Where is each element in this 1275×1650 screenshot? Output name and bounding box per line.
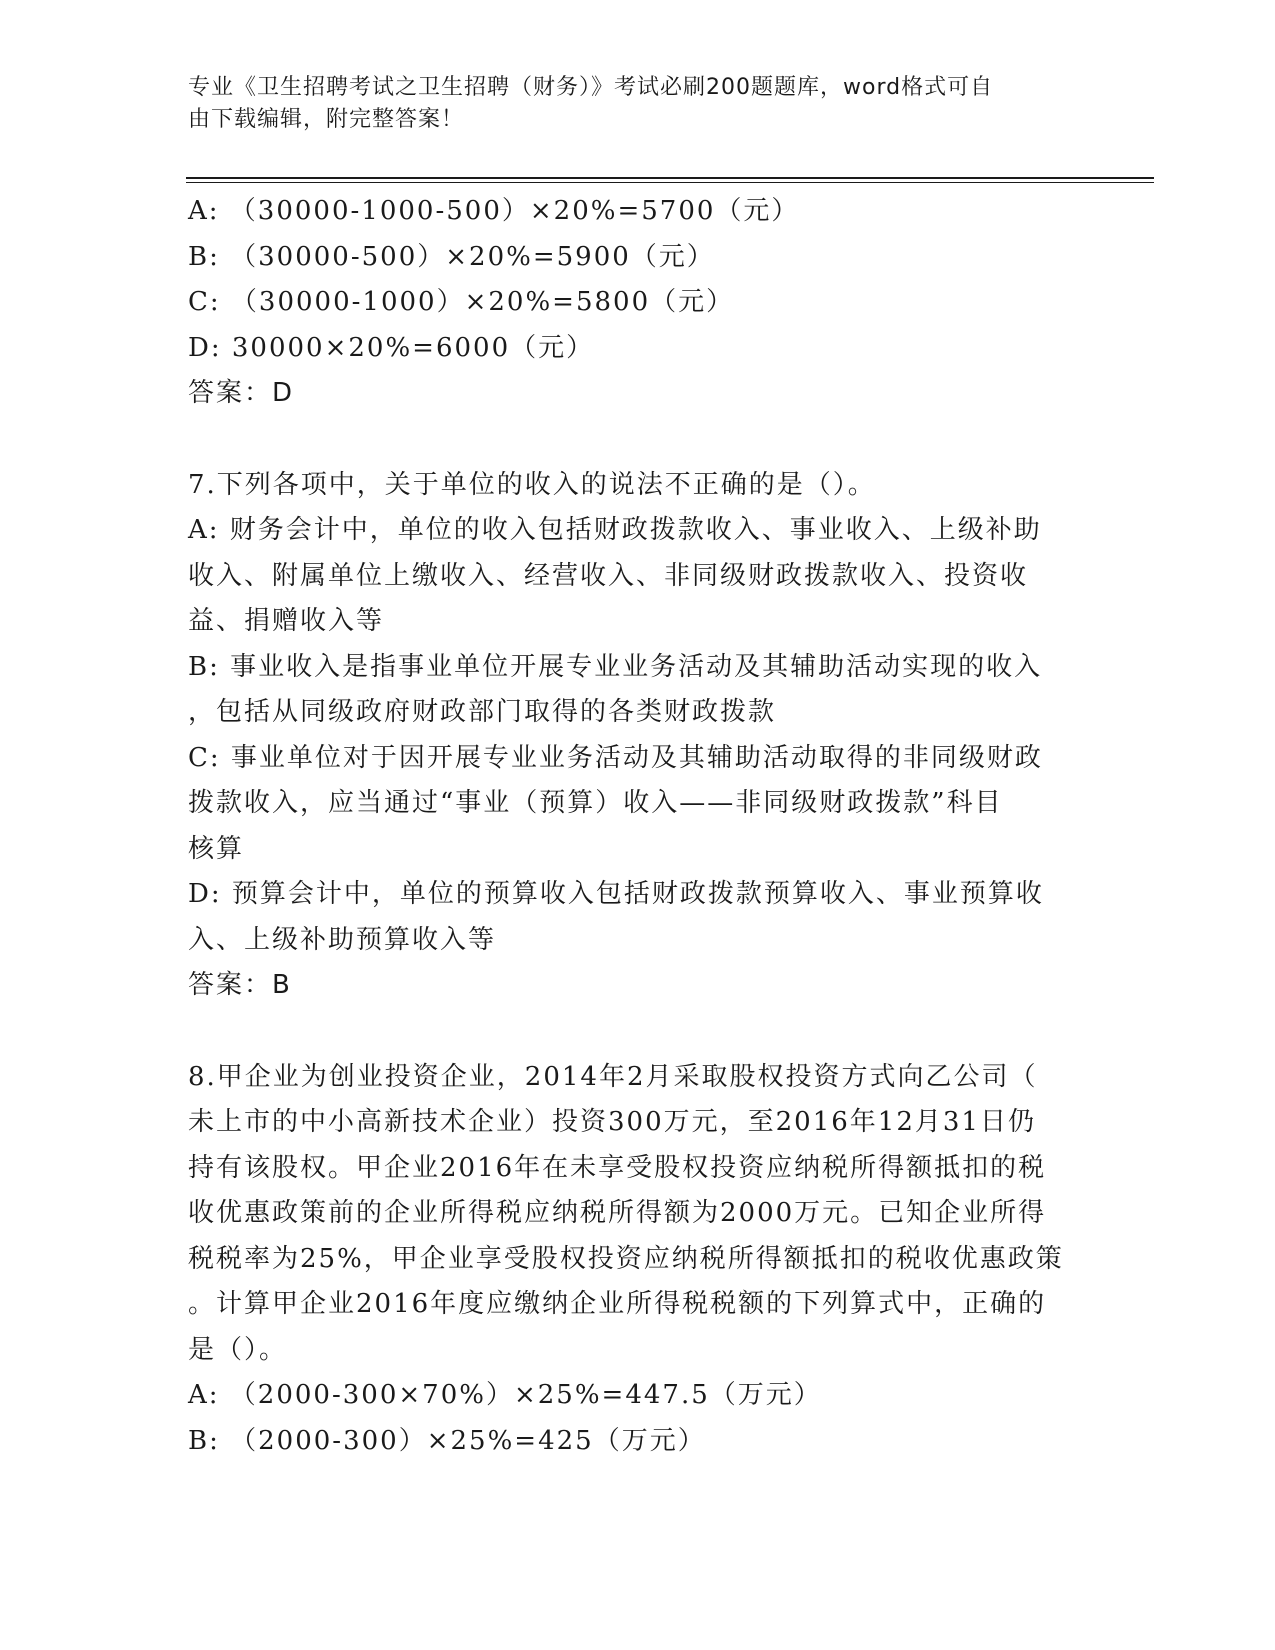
q7-answer: 答案：B <box>188 970 292 1000</box>
q8-question-line-1: 8.甲企业为创业投资企业，2014年2月采取股权投资方式向乙公司（ <box>188 1061 1038 1092</box>
q8-question-line-3: 持有该股权。甲企业2016年在未享受股权投资应纳税所得额抵扣的税 <box>188 1152 1047 1183</box>
spacer <box>188 1009 1083 1055</box>
q7-question: 7.下列各项中，关于单位的收入的说法不正确的是（）。 <box>188 469 876 500</box>
q7-option-d-line-1: D: 预算会计中，单位的预算收入包括财政拨款预算收入、事业预算收 <box>188 879 1044 909</box>
document-body <box>188 189 1083 1464</box>
q8-option-a: A: （2000-300×70%）×25%=447.5（万元） <box>188 1380 822 1410</box>
q8-question-line-7: 是（）。 <box>188 1334 288 1365</box>
question-8-block <box>188 1055 1083 1465</box>
q7-option-c-line-1: C: 事业单位对于因开展专业业务活动及其辅助活动取得的非同级财政 <box>188 742 1043 773</box>
q8-question-line-2: 未上市的中小高新技术企业）投资300万元，至2016年12月31日仍 <box>188 1107 1036 1137</box>
question-6-block <box>188 189 1083 417</box>
q7-option-c-line-3: 核算 <box>188 833 245 864</box>
question-7-block <box>188 463 1083 1009</box>
document-header <box>188 72 1068 136</box>
q6-option-b: B: （30000-500）×20%=5900（元） <box>188 241 715 272</box>
q7-option-c-line-2: 拨款收入，应当通过“事业（预算）收入——非同级财政拨款”科目 <box>188 788 1003 818</box>
q8-option-b: B: （2000-300）×25%=425（万元） <box>188 1425 706 1456</box>
q6-option-a: A: （30000-1000-500）×20%=5700（元） <box>188 196 800 226</box>
q7-option-b-line-2: ，包括从同级政府财政部门取得的各类财政拨款 <box>188 697 777 727</box>
q8-question-line-5: 税税率为25%，甲企业享受股权投资应纳税所得额抵扣的税收优惠政策 <box>188 1243 1064 1274</box>
q7-option-d-line-2: 入、上级补助预算收入等 <box>188 924 497 955</box>
q7-option-a-line-1: A: 财务会计中，单位的收入包括财政拨款收入、事业收入、上级补助 <box>188 515 1042 545</box>
q7-option-a-line-3: 益、捐赠收入等 <box>188 606 385 636</box>
header-title-line-1: 专业《卫生招聘考试之卫生招聘（财务）》考试必刷200题题库，word格式可自 <box>188 75 994 100</box>
q8-question-line-4: 收优惠政策前的企业所得税应纳税所得额为2000万元。已知企业所得 <box>188 1198 1047 1228</box>
header-divider-thin <box>186 182 1154 183</box>
q6-option-d: D: 30000×20%=6000（元） <box>188 332 595 363</box>
spacer <box>188 417 1083 463</box>
q8-question-line-6: 。计算甲企业2016年度应缴纳企业所得税税额的下列算式中，正确的 <box>188 1289 1047 1319</box>
q6-answer: 答案：D <box>188 378 295 408</box>
header-title-line-2: 由下载编辑，附完整答案！ <box>188 107 465 132</box>
header-divider-thick <box>186 177 1154 179</box>
q6-option-c: C: （30000-1000）×20%=5800（元） <box>188 287 735 317</box>
q7-option-a-line-2: 收入、附属单位上缴收入、经营收入、非同级财政拨款收入、投资收 <box>188 560 1029 591</box>
q7-option-b-line-1: B: 事业收入是指事业单位开展专业业务活动及其辅助活动实现的收入 <box>188 651 1043 682</box>
